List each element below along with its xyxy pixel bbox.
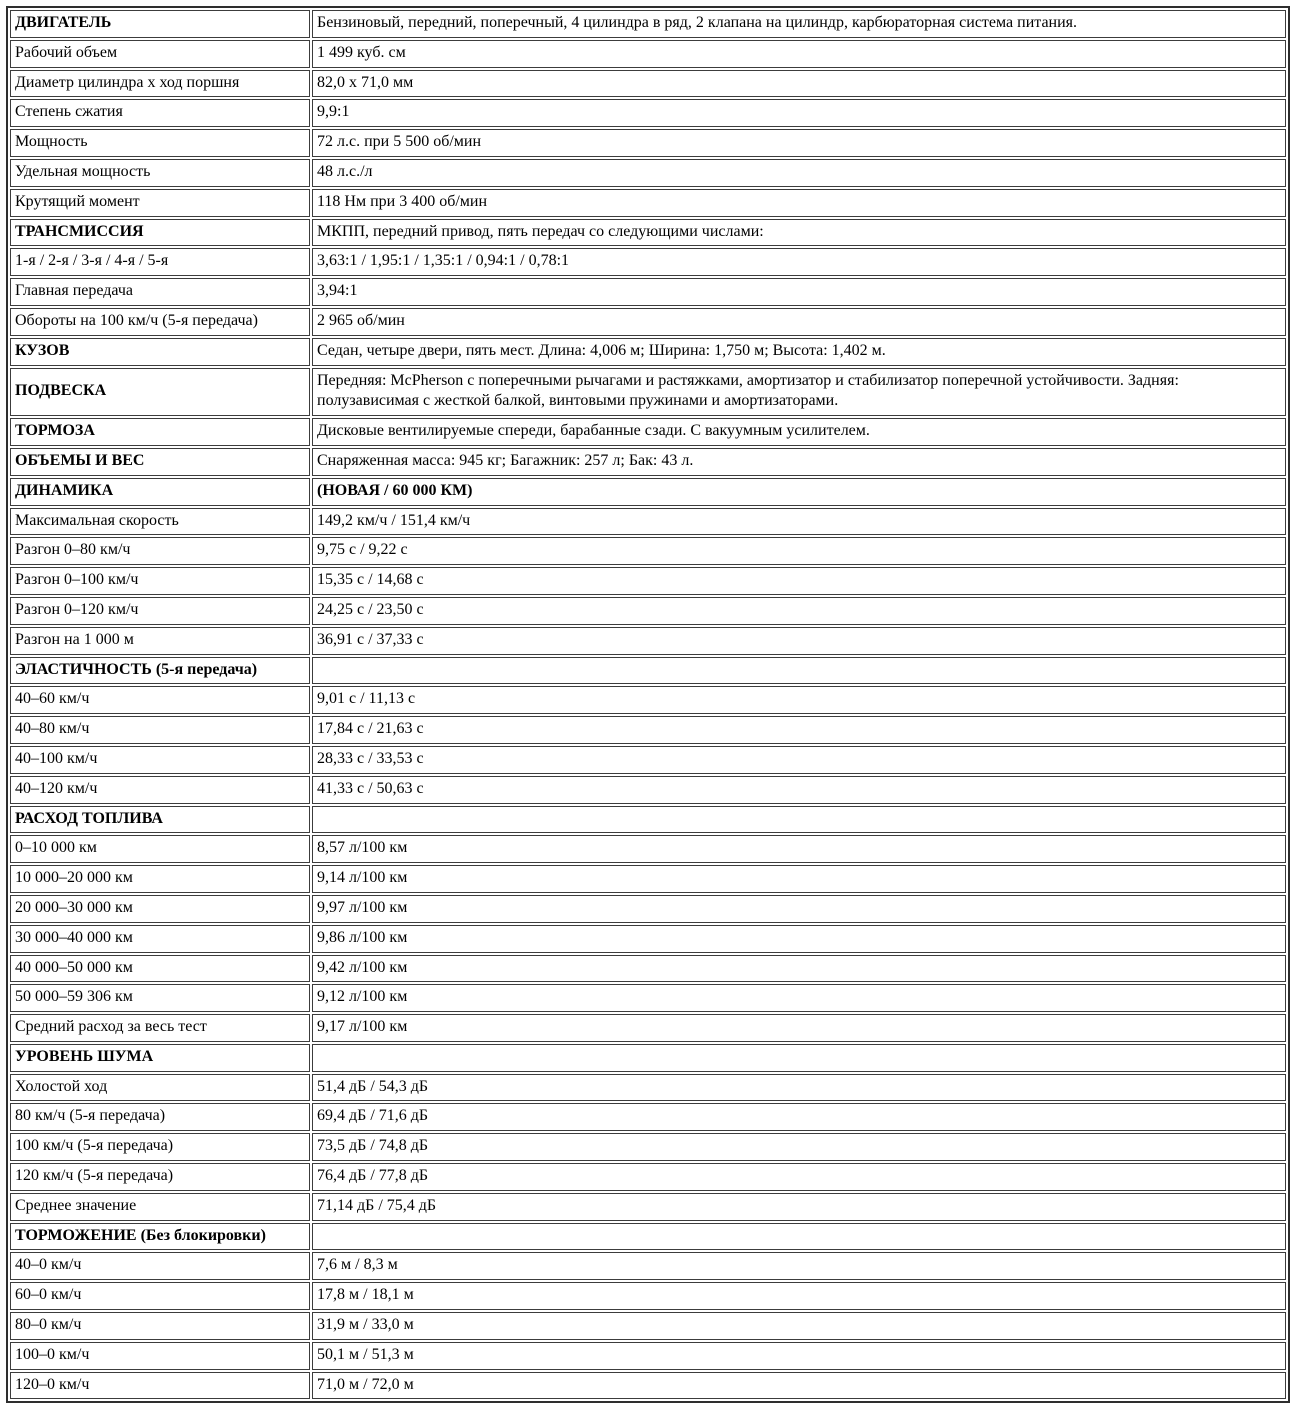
row-parameter-label: ЭЛАСТИЧНОСТЬ (5-я передача) [10, 657, 310, 685]
table-row [10, 1193, 1286, 1221]
table-row [10, 219, 1286, 247]
table-row [10, 627, 1286, 655]
row-value-text: 76,4 дБ / 77,8 дБ [312, 1163, 1286, 1191]
row-value-text: 15,35 с / 14,68 с [312, 567, 1286, 595]
table-row [10, 10, 1286, 38]
table-row [10, 835, 1286, 863]
table-row [10, 567, 1286, 595]
row-parameter-label: КУЗОВ [10, 338, 310, 366]
row-value-text [312, 1044, 1286, 1072]
row-value-text: 51,4 дБ / 54,3 дБ [312, 1074, 1286, 1102]
row-value-text: 71,0 м / 72,0 м [312, 1372, 1286, 1400]
table-row [10, 338, 1286, 366]
row-value-text: 9,12 л/100 км [312, 984, 1286, 1012]
row-value-text: 1 499 куб. см [312, 40, 1286, 68]
row-parameter-label: 40 000–50 000 км [10, 955, 310, 983]
table-row [10, 716, 1286, 744]
row-parameter-label: 100–0 км/ч [10, 1342, 310, 1370]
row-parameter-label: Максимальная скорость [10, 508, 310, 536]
row-parameter-label: 20 000–30 000 км [10, 895, 310, 923]
row-value-text: 3,63:1 / 1,95:1 / 1,35:1 / 0,94:1 / 0,78:1 [312, 248, 1286, 276]
row-value-text: 9,14 л/100 км [312, 865, 1286, 893]
table-row [10, 776, 1286, 804]
table-row [10, 448, 1286, 476]
row-value-text: 149,2 км/ч / 151,4 км/ч [312, 508, 1286, 536]
table-row [10, 308, 1286, 336]
row-value-text: 9,17 л/100 км [312, 1014, 1286, 1042]
table-row [10, 657, 1286, 685]
row-value-text [312, 806, 1286, 834]
row-parameter-label: ПОДВЕСКА [10, 368, 310, 417]
row-parameter-label: Мощность [10, 129, 310, 157]
row-parameter-label: 1-я / 2-я / 3-я / 4-я / 5-я [10, 248, 310, 276]
table-row [10, 1103, 1286, 1131]
table-row [10, 248, 1286, 276]
table-row [10, 40, 1286, 68]
table-row [10, 478, 1286, 506]
table-row [10, 1342, 1286, 1370]
row-parameter-label: ТОРМОЖЕНИЕ (Без блокировки) [10, 1223, 310, 1251]
row-parameter-label: Крутящий момент [10, 189, 310, 217]
table-row [10, 1282, 1286, 1310]
row-value-text: Снаряженная масса: 945 кг; Багажник: 257 л; Бак: 43 л. [312, 448, 1286, 476]
row-parameter-label: 30 000–40 000 км [10, 925, 310, 953]
row-parameter-label: Диаметр цилиндра х ход поршня [10, 70, 310, 98]
row-parameter-label: Удельная мощность [10, 159, 310, 187]
table-row [10, 368, 1286, 417]
row-parameter-label: Рабочий объем [10, 40, 310, 68]
table-row [10, 865, 1286, 893]
table-row [10, 70, 1286, 98]
row-parameter-label: 100 км/ч (5-я передача) [10, 1133, 310, 1161]
row-parameter-label: 80 км/ч (5-я передача) [10, 1103, 310, 1131]
row-parameter-label: Разгон 0–80 км/ч [10, 537, 310, 565]
row-value-text: МКПП, передний привод, пять передач со следующими числами: [312, 219, 1286, 247]
row-parameter-label: 40–80 км/ч [10, 716, 310, 744]
row-value-text: 2 965 об/мин [312, 308, 1286, 336]
row-value-text: 36,91 с / 37,33 с [312, 627, 1286, 655]
row-parameter-label: ТРАНСМИССИЯ [10, 219, 310, 247]
row-value-text: 82,0 х 71,0 мм [312, 70, 1286, 98]
row-parameter-label: Средний расход за весь тест [10, 1014, 310, 1042]
row-value-text: 24,25 с / 23,50 с [312, 597, 1286, 625]
row-parameter-label: 40–60 км/ч [10, 686, 310, 714]
row-value-text: Дисковые вентилируемые спереди, барабанные сзади. С вакуумным усилителем. [312, 418, 1286, 446]
row-parameter-label: 40–0 км/ч [10, 1252, 310, 1280]
table-row [10, 1312, 1286, 1340]
row-value-text: 31,9 м / 33,0 м [312, 1312, 1286, 1340]
table-row [10, 686, 1286, 714]
row-parameter-label: 120 км/ч (5-я передача) [10, 1163, 310, 1191]
row-value-text: 3,94:1 [312, 278, 1286, 306]
table-row [10, 537, 1286, 565]
row-parameter-label: 120–0 км/ч [10, 1372, 310, 1400]
table-row [10, 1252, 1286, 1280]
row-value-text: Седан, четыре двери, пять мест. Длина: 4,006 м; Ширина: 1,750 м; Высота: 1,402 м. [312, 338, 1286, 366]
row-value-text: 17,8 м / 18,1 м [312, 1282, 1286, 1310]
row-parameter-label: Разгон на 1 000 м [10, 627, 310, 655]
row-value-text: 48 л.с./л [312, 159, 1286, 187]
row-parameter-label: Обороты на 100 км/ч (5-я передача) [10, 308, 310, 336]
row-parameter-label: 40–120 км/ч [10, 776, 310, 804]
row-value-text: 50,1 м / 51,3 м [312, 1342, 1286, 1370]
row-value-text: 8,57 л/100 км [312, 835, 1286, 863]
car-spec-table [6, 6, 1290, 1403]
row-value-text [312, 657, 1286, 685]
row-value-text: 28,33 с / 33,53 с [312, 746, 1286, 774]
row-value-text: 9,42 л/100 км [312, 955, 1286, 983]
row-value-text: 17,84 с / 21,63 с [312, 716, 1286, 744]
table-row [10, 925, 1286, 953]
row-parameter-label: Холостой ход [10, 1074, 310, 1102]
table-row [10, 1074, 1286, 1102]
row-value-text: 73,5 дБ / 74,8 дБ [312, 1133, 1286, 1161]
spec-table-body [10, 10, 1286, 1399]
table-row [10, 746, 1286, 774]
row-value-text: 9,9:1 [312, 99, 1286, 127]
row-parameter-label: ОБЪЕМЫ И ВЕС [10, 448, 310, 476]
table-row [10, 806, 1286, 834]
row-value-text [312, 1223, 1286, 1251]
row-parameter-label: Главная передача [10, 278, 310, 306]
row-parameter-label: УРОВЕНЬ ШУМА [10, 1044, 310, 1072]
table-row [10, 1014, 1286, 1042]
row-value-text: 9,86 л/100 км [312, 925, 1286, 953]
row-value-text: 118 Нм при 3 400 об/мин [312, 189, 1286, 217]
row-parameter-label: ТОРМОЗА [10, 418, 310, 446]
table-row [10, 129, 1286, 157]
row-parameter-label: Степень сжатия [10, 99, 310, 127]
table-row [10, 1372, 1286, 1400]
row-value-text: 9,75 с / 9,22 с [312, 537, 1286, 565]
row-value-text: (НОВАЯ / 60 000 КМ) [312, 478, 1286, 506]
table-row [10, 1223, 1286, 1251]
row-parameter-label: 10 000–20 000 км [10, 865, 310, 893]
row-value-text: 41,33 с / 50,63 с [312, 776, 1286, 804]
row-parameter-label: РАСХОД ТОПЛИВА [10, 806, 310, 834]
row-parameter-label: ДИНАМИКА [10, 478, 310, 506]
row-value-text: 69,4 дБ / 71,6 дБ [312, 1103, 1286, 1131]
row-value-text: 72 л.с. при 5 500 об/мин [312, 129, 1286, 157]
table-row [10, 1163, 1286, 1191]
table-row [10, 189, 1286, 217]
row-value-text: Бензиновый, передний, поперечный, 4 цилиндра в ряд, 2 клапана на цилиндр, карбюраторная система питания. [312, 10, 1286, 38]
row-parameter-label: 60–0 км/ч [10, 1282, 310, 1310]
table-row [10, 1133, 1286, 1161]
table-row [10, 1044, 1286, 1072]
table-row [10, 597, 1286, 625]
row-parameter-label: Разгон 0–100 км/ч [10, 567, 310, 595]
row-parameter-label: 50 000–59 306 км [10, 984, 310, 1012]
table-row [10, 895, 1286, 923]
row-value-text: 7,6 м / 8,3 м [312, 1252, 1286, 1280]
table-row [10, 159, 1286, 187]
row-value-text: 71,14 дБ / 75,4 дБ [312, 1193, 1286, 1221]
row-value-text: 9,97 л/100 км [312, 895, 1286, 923]
row-parameter-label: 40–100 км/ч [10, 746, 310, 774]
table-row [10, 508, 1286, 536]
row-parameter-label: ДВИГАТЕЛЬ [10, 10, 310, 38]
row-parameter-label: Разгон 0–120 км/ч [10, 597, 310, 625]
row-value-text: 9,01 с / 11,13 с [312, 686, 1286, 714]
table-row [10, 984, 1286, 1012]
table-row [10, 99, 1286, 127]
table-row [10, 418, 1286, 446]
row-parameter-label: 0–10 000 км [10, 835, 310, 863]
table-row [10, 278, 1286, 306]
table-row [10, 955, 1286, 983]
row-parameter-label: 80–0 км/ч [10, 1312, 310, 1340]
row-parameter-label: Среднее значение [10, 1193, 310, 1221]
row-value-text: Передняя: McPherson с поперечными рычагами и растяжками, амортизатор и стабилизатор поперечной устойчивости. Задняя: полузависимая с жесткой балкой, винтовыми пружинами и амортизаторами. [312, 368, 1286, 417]
